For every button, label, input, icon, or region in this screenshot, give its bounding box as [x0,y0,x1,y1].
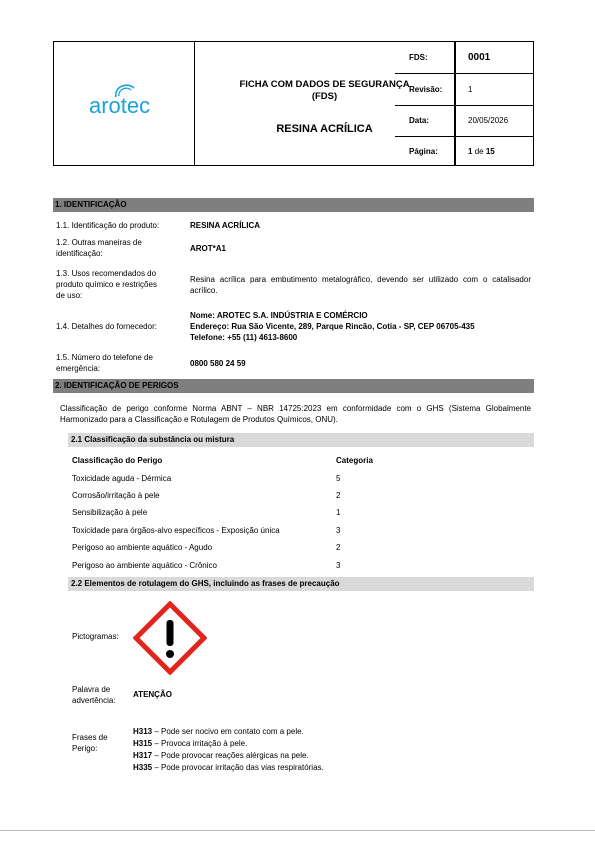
revision-value: 1 [468,85,473,94]
date-label: Data: [409,116,430,125]
page-current: 1 [468,147,473,156]
hazard-row: Toxicidade para órgãos-alvo específicos - Exposição única [72,526,280,535]
supplier-phone: Telefone: +55 (11) 4613-8600 [190,333,298,342]
label-line: produto químico e restrições [56,280,157,289]
phrase-text: – Provoca irritação à pele. [152,739,248,748]
subsection-2-2-bar: 2.2 Elementos de rotulagem do GHS, incluindo as frases de precaução [68,577,534,591]
hazard-category: 1 [336,508,341,517]
col-hazard-header: Classificação do Perigo [72,456,163,465]
hazard-row: Sensibilização à pele [72,508,148,517]
phrase-code: H335 [133,763,153,772]
supplier-address: Endereço: Rua São Vicente, 289, Parque Rincão, Cotia - SP, CEP 06705-435 [190,322,475,331]
hazard-row: Perigoso ao ambiente aquático - Crônico [72,561,217,570]
page-number [468,147,495,156]
hazard-category: 5 [336,474,341,483]
section-2-bar: 2. IDENTIFICAÇÃO DE PERIGOS [53,379,534,393]
subsection-2-1-bar: 2.1 Classificação da substância ou mistura [68,433,534,447]
product-title: RESINA ACRÍLICA [276,123,373,135]
signal-word-label [72,684,116,706]
hazard-category: 3 [336,526,341,535]
arotec-logo [54,42,194,165]
section-2-intro: Classificação de perigo conforme Norma ABNT – NBR 14725:2023 em conformidade com o GHS (Sistema Globalmente Harmonizado para a Classificação e Rotulagem de Produtos Químicos, ONU). [60,404,531,424]
label-line: Perigo: [72,744,98,753]
hazard-phrase [133,738,324,750]
item-1-2-value: AROT*A1 [190,244,227,253]
item-1-4-value [190,310,475,343]
label-line: de uso: [56,291,83,300]
item-1-5-label [56,352,153,374]
meta-line [395,136,534,137]
document-header [53,41,534,166]
hazard-category: 2 [336,491,341,500]
hazard-category: 2 [336,543,341,552]
phrase-text: – Pode provocar reações alérgicas na pele. [152,751,309,760]
hazard-phrase [133,762,324,774]
hazard-row: Corrosão/irritação à pele [72,491,160,500]
item-1-2-label [56,237,142,259]
item-1-1-label: 1.1. Identificação do produto: [56,221,160,230]
pictogram-label: Pictogramas: [72,632,119,641]
label-line: identificação: [56,249,103,258]
label-line: 1.3. Usos recomendados do [56,269,157,278]
label-line: advertência: [72,696,116,705]
col-category-header: Categoria [336,456,373,465]
item-1-1-value: RESINA ACRÍLICA [190,221,261,230]
phrase-code: H313 [133,727,153,736]
item-1-3-value: Resina acrílica para embutimento metalográfico, devendo ser utilizado com o catalisador acrílico. [190,275,531,295]
hazard-phrases-label [72,732,108,754]
item-1-3-label [56,268,157,301]
date-value: 20/05/2026 [468,116,509,125]
ghs-exclamation-pictogram-icon [133,601,207,675]
phrase-text: – Pode ser nocivo em contato com a pele. [152,727,304,736]
phrase-code: H315 [133,739,153,748]
hazard-row: Toxicidade aguda - Dérmica [72,474,172,483]
logo-cell [54,42,195,165]
page-bottom-divider [0,830,595,831]
phrase-code: H317 [133,751,153,760]
item-1-5-value: 0800 580 24 59 [190,359,246,368]
page-of: de [474,147,484,156]
supplier-name: Nome: AROTEC S.A. INDÚSTRIA E COMÉRCIO [190,311,368,320]
title-line-2: (FDS) [311,91,338,102]
hazard-row: Perigoso ao ambiente aquático - Agudo [72,543,213,552]
hazard-phrase [133,726,324,738]
hazard-phrases-list [133,726,324,774]
page-total: 15 [485,147,495,156]
hazard-category: 3 [336,561,341,570]
fds-value: 0001 [468,52,491,63]
revision-label: Revisão: [409,85,443,94]
item-1-4-label: 1.4. Detalhes do fornecedor: [56,322,157,331]
meta-divider [454,41,455,166]
label-line: Palavra de [72,685,111,694]
label-line: 1.5. Número do telefone de [56,353,153,362]
fds-label: FDS: [409,53,428,62]
hazard-phrase [133,750,324,762]
signal-word: ATENÇÃO [133,690,172,699]
svg-text:arotec: arotec [89,93,151,118]
section-1-bar: 1. IDENTIFICAÇÃO [53,198,534,212]
page-label: Página: [409,147,438,156]
title-line-1: FICHA COM DADOS DE SEGURANÇA [239,79,410,90]
meta-line [395,73,534,74]
label-line: Frases de [72,733,108,742]
label-line: 1.2. Outras maneiras de [56,238,142,247]
label-line: emergência: [56,364,101,373]
meta-line [395,105,534,106]
phrase-text: – Pode provocar irritação das vias respiratórias. [152,763,324,772]
